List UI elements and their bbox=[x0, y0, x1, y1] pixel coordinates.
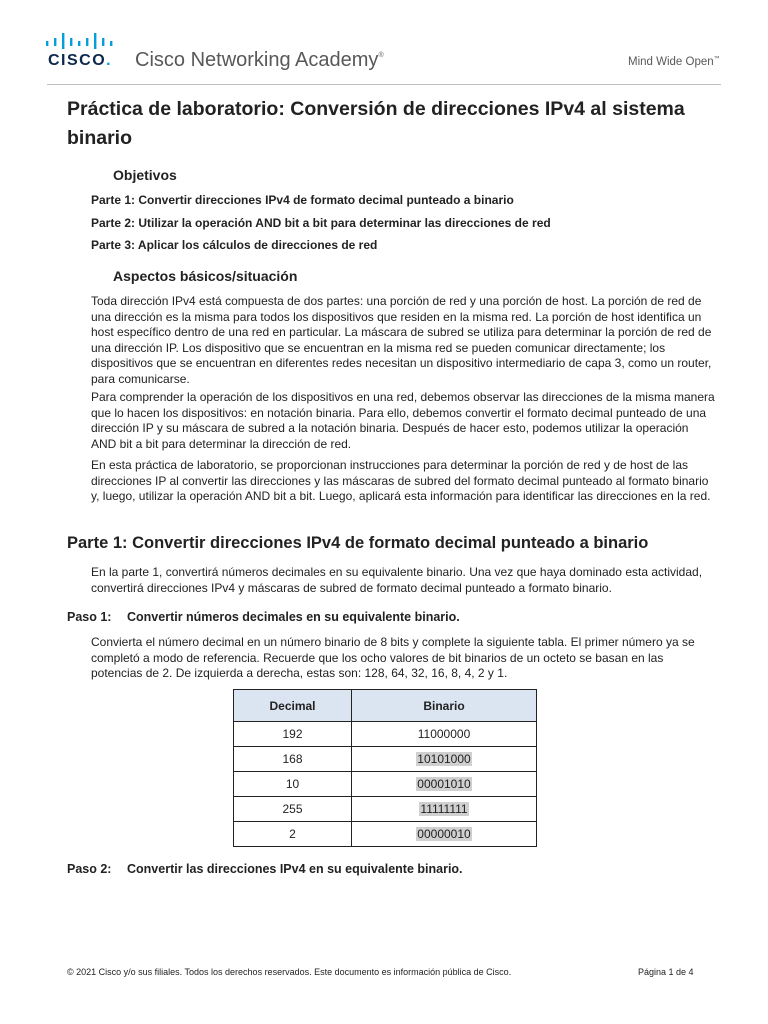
tagline: Mind Wide Open™ bbox=[628, 56, 720, 68]
background-paragraph: Toda dirección IPv4 está compuesta de dos partes: una porción de red y una porción de host. La porción de red de una dirección es la misma para todos los dispositivos que residen en la misma red. La porción de host identifica un host específico dentro de una red en particular. La máscara de subred se utiliza para determinar la porción de red de una dirección IP. Los dispositivo que se encuentran en la misma red se pueden comunicar directamente; los dispositivos que se encuentran en diferentes redes necesitan un dispositivo intermediario de capa 3, como un router, para comunicarse. bbox=[91, 294, 712, 386]
decimal-cell: 2 bbox=[234, 822, 352, 847]
binary-column-header: Binario bbox=[352, 690, 537, 722]
step1-text: Convierta el número decimal en un número binario de 8 bits y complete la siguiente tabla. El primer número ya se completó a modo de referencia. Recuerde que los ocho valores de bit binarios de un octeto se basan en las potencias de 2. De izquierda a derecha, estas son: 128, 64, 32, 16, 8, 4, 2 y 1. bbox=[91, 635, 695, 680]
part1-intro: En la parte 1, convertirá números decimales en su equivalente binario. Una vez que haya dominado esta actividad, convertirá direcciones IPv4 y máscaras de subred de formato decimal punteado a formato binario. bbox=[91, 565, 703, 595]
part1-heading: Parte 1: Convertir direcciones IPv4 de formato decimal punteado a binario bbox=[67, 534, 649, 552]
document-title: Práctica de laboratorio: Conversión de direcciones IPv4 al sistema binario bbox=[67, 98, 685, 149]
background-paragraph: En esta práctica de laboratorio, se proporcionan instrucciones para determinar la porción de red y de host de las direcciones IP al convertir las direcciones y las máscaras de subred del formato decimal punteado al formato binario y, luego, utilizar la operación AND bit a bit. Luego, aplicará esta información para identificar las direcciones en la red. bbox=[91, 458, 711, 503]
copyright-footer: © 2021 Cisco y/o sus filiales. Todos los derechos reservados. Este documento es información pública de Cisco. bbox=[67, 967, 512, 977]
answer-field[interactable]: 00001010 bbox=[417, 777, 471, 791]
step2-heading: Paso 2: Convertir las direcciones IPv4 en su equivalente binario. bbox=[67, 862, 463, 876]
objective-item: Parte 3: Aplicar los cálculos de direcciones de red bbox=[91, 238, 378, 252]
binary-cell[interactable] bbox=[352, 797, 537, 822]
table-row bbox=[234, 797, 537, 822]
binary-cell[interactable] bbox=[352, 822, 537, 847]
header-divider bbox=[47, 84, 721, 85]
academy-name: Cisco Networking Academy® bbox=[135, 49, 384, 71]
table-row bbox=[234, 822, 537, 847]
table-header-row bbox=[234, 690, 537, 722]
decimal-cell: 10 bbox=[234, 772, 352, 797]
answer-field[interactable]: 00000010 bbox=[417, 827, 471, 841]
binary-table bbox=[233, 689, 537, 847]
binary-cell: 11000000 bbox=[352, 722, 537, 747]
objectives-heading: Objetivos bbox=[113, 167, 177, 183]
answer-field[interactable]: 10101000 bbox=[417, 752, 471, 766]
decimal-column-header: Decimal bbox=[234, 690, 352, 722]
background-heading: Aspectos básicos/situación bbox=[113, 268, 298, 284]
cisco-bars-logo-icon bbox=[45, 32, 115, 50]
cisco-wordmark: CISCO. bbox=[48, 52, 113, 69]
binary-cell[interactable] bbox=[352, 747, 537, 772]
page-number: Página 1 de 4 bbox=[638, 967, 694, 977]
table-row bbox=[234, 747, 537, 772]
document-header bbox=[0, 0, 768, 84]
background-paragraph: Para comprender la operación de los dispositivos en una red, debemos observar las direcciones de la misma manera que lo hacen los dispositivos: en notación binaria. Para ello, debemos convertir el formato decimal punteado de una dirección IP y su máscara de subred a la notación binaria. Después de hacer esto, podemos utilizar la operación AND bit a bit para determinar la dirección de red. bbox=[91, 390, 715, 451]
objective-item: Parte 1: Convertir direcciones IPv4 de formato decimal punteado a binario bbox=[91, 193, 514, 207]
table-row bbox=[234, 722, 537, 747]
decimal-cell: 168 bbox=[234, 747, 352, 772]
objective-item: Parte 2: Utilizar la operación AND bit a bit para determinar las direcciones de red bbox=[91, 216, 551, 230]
decimal-cell: 192 bbox=[234, 722, 352, 747]
answer-field[interactable]: 11111111 bbox=[420, 802, 468, 816]
binary-cell[interactable] bbox=[352, 772, 537, 797]
decimal-cell: 255 bbox=[234, 797, 352, 822]
table-row bbox=[234, 772, 537, 797]
step1-heading: Paso 1: Convertir números decimales en su equivalente binario. bbox=[67, 610, 460, 624]
